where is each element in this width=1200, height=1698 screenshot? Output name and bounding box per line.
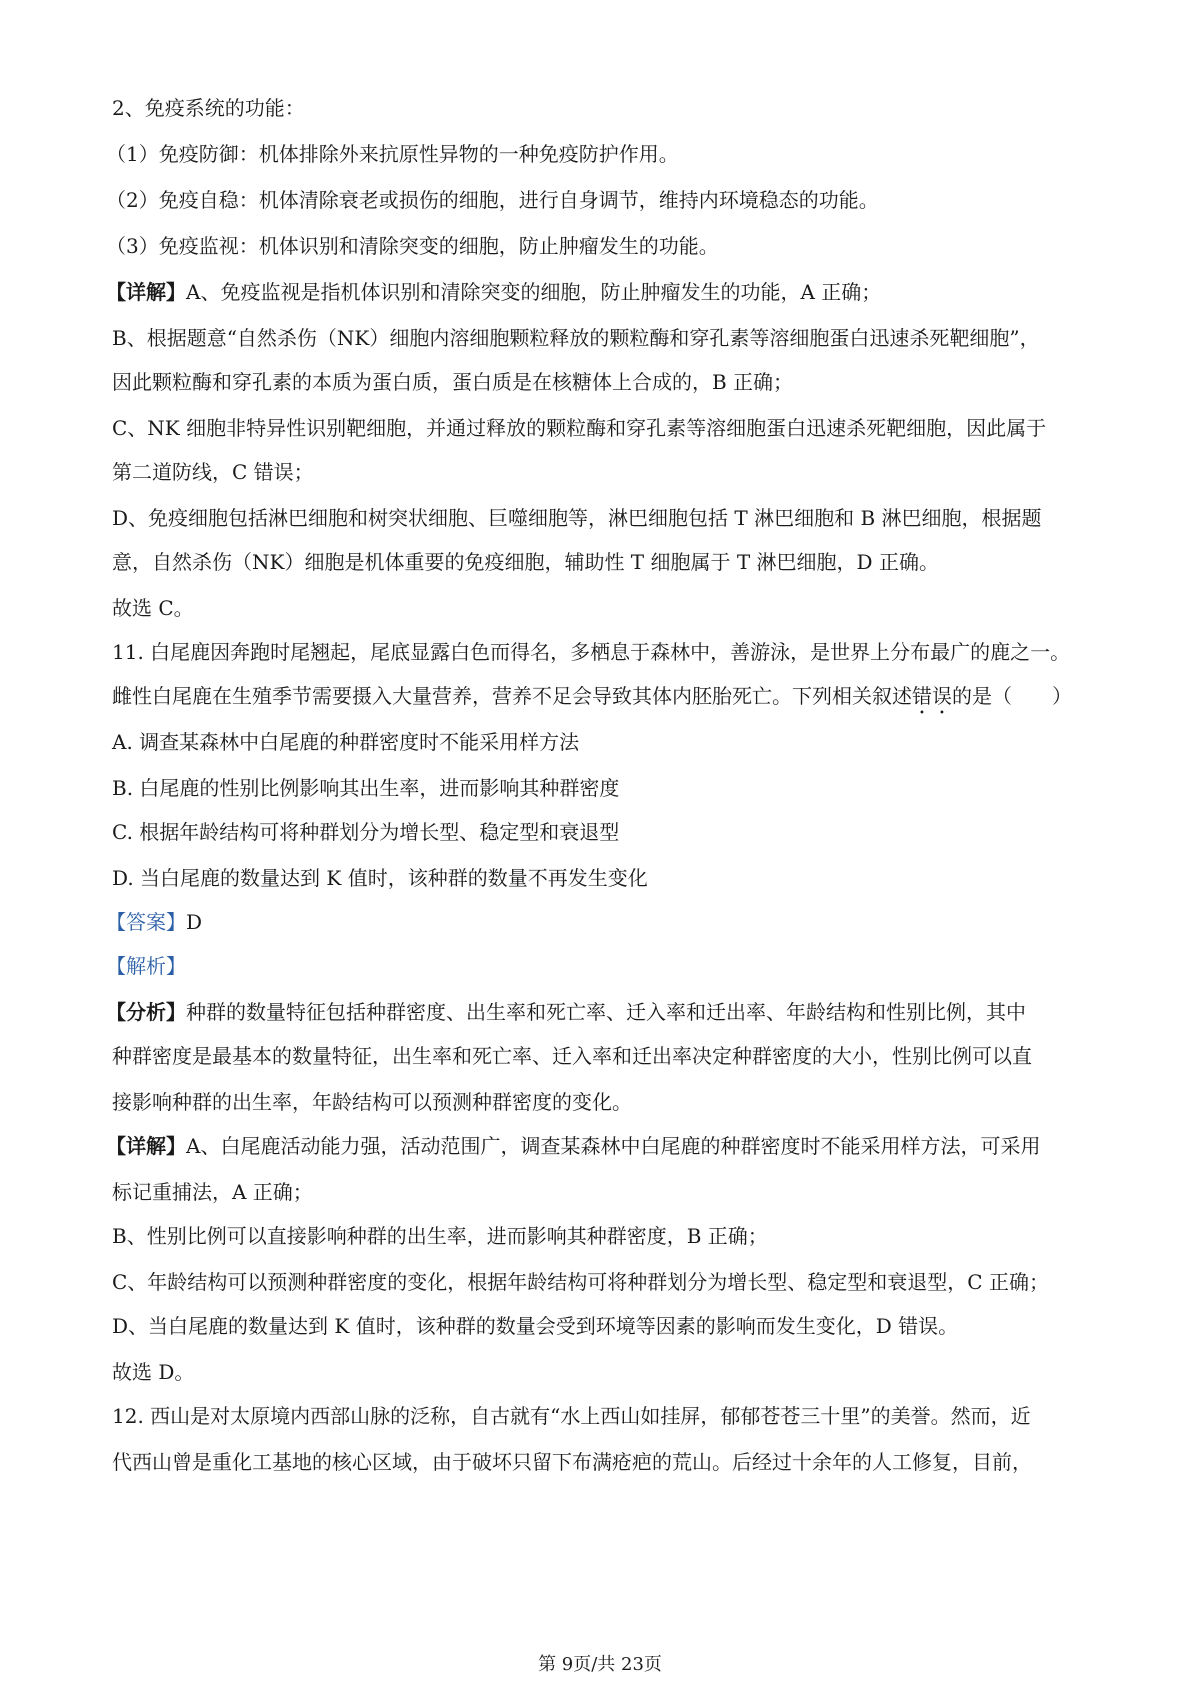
question-12-stem: 12. 西山是对太原境内西部山脉的泛称，自古就有“水上西山如挂屏，郁郁苍苍三十里”的美誉。然而，近 <box>112 1404 1031 1428</box>
text-line: B、性别比例可以直接影响种群的出生率，进而影响其种群密度，B 正确； <box>112 1224 768 1248</box>
text-line: 故选 D。 <box>112 1360 195 1384</box>
question-11-stem: 11. 白尾鹿因奔跑时尾翘起，尾底显露白色而得名，多栖息于森林中，善游泳，是世界上分布最广的鹿之一。 <box>112 640 1071 664</box>
option-c: C. 根据年龄结构可将种群划分为增长型、稳定型和衰退型 <box>112 820 620 844</box>
text-line: （3）免疫监视：机体识别和清除突变的细胞，防止肿瘤发生的功能。 <box>106 234 719 258</box>
section-tag: 【详解】 <box>106 1134 186 1158</box>
section-tag: 【分析】 <box>106 1000 186 1024</box>
text-span: 雌性白尾鹿在生殖季节需要摄入大量营养，营养不足会导致其体内胚胎死亡。下列相关叙述 <box>112 684 912 708</box>
option-a: A. 调查某森林中白尾鹿的种群密度时不能采用样方法 <box>112 730 580 754</box>
question-11-stem <box>112 682 1072 719</box>
question-12-stem: 代西山曾是重化工基地的核心区域，由于破坏只留下布满疮疤的荒山。后经过十余年的人工修复，目前， <box>112 1450 1032 1474</box>
text-line: 标记重捕法，A 正确； <box>112 1180 313 1204</box>
analysis-tag: 【解析】 <box>106 954 186 978</box>
text-line: D、免疫细胞包括淋巴细胞和树突状细胞、巨噬细胞等，淋巴细胞包括 T 淋巴细胞和 B 淋巴细胞，根据题 <box>112 506 1042 530</box>
section-tag: 【详解】 <box>106 280 186 304</box>
text-line: 2、免疫系统的功能： <box>112 96 305 120</box>
answer-tag: 【答案】 <box>106 910 186 934</box>
text-line: 因此颗粒酶和穿孔素的本质为蛋白质，蛋白质是在核糖体上合成的，B 正确； <box>112 370 794 394</box>
answer-value: D <box>186 910 203 934</box>
text-line: 意，自然杀伤（NK）细胞是机体重要的免疫细胞，辅助性 T 细胞属于 T 淋巴细胞，D 正确。 <box>112 550 939 574</box>
text-line: 种群密度是最基本的数量特征，出生率和死亡率、迁入率和迁出率决定种群密度的大小，性别比例可以直 <box>112 1044 1032 1068</box>
text-span: A、免疫监视是指机体识别和清除突变的细胞，防止肿瘤发生的功能，A 正确； <box>186 280 882 304</box>
option-b: B. 白尾鹿的性别比例影响其出生率，进而影响其种群密度 <box>112 776 620 800</box>
option-d: D. 当白尾鹿的数量达到 K 值时，该种群的数量不再发生变化 <box>112 866 648 890</box>
text-line <box>106 278 881 306</box>
answer-line <box>106 908 202 936</box>
text-line: 接影响种群的出生率，年龄结构可以预测种群密度的变化。 <box>112 1090 632 1114</box>
text-line: C、NK 细胞非特异性识别靶细胞，并通过释放的颗粒酶和穿孔素等溶细胞蛋白迅速杀死靶细胞，因此属于 <box>112 416 1047 440</box>
text-line: （2）免疫自稳：机体清除衰老或损伤的细胞，进行自身调节，维持内环境稳态的功能。 <box>106 188 879 212</box>
text-line: B、根据题意“自然杀伤（NK）细胞内溶细胞颗粒释放的颗粒酶和穿孔素等溶细胞蛋白迅速杀死靶细胞”， <box>112 326 1040 350</box>
text-span: A、白尾鹿活动能力强，活动范围广，调查某森林中白尾鹿的种群密度时不能采用样方法，可采用 <box>186 1134 1041 1158</box>
text-line: D、当白尾鹿的数量达到 K 值时，该种群的数量会受到环境等因素的影响而发生变化，D 错误。 <box>112 1314 959 1338</box>
text-line: （1）免疫防御：机体排除外来抗原性异物的一种免疫防护作用。 <box>106 142 679 166</box>
text-line: 故选 C。 <box>112 596 194 620</box>
text-span: 种群的数量特征包括种群密度、出生率和死亡率、迁入率和迁出率、年龄结构和性别比例，其中 <box>186 1000 1026 1024</box>
text-line: 第二道防线，C 错误； <box>112 460 314 484</box>
page-number-footer: 第 9页/共 23页 <box>538 1654 662 1675</box>
text-span: 的是（ ） <box>952 684 1072 708</box>
emphasis-word: 错误 <box>912 684 952 708</box>
text-line: C、年龄结构可以预测种群密度的变化，根据年龄结构可将种群划分为增长型、稳定型和衰退型，C 正确； <box>112 1270 1049 1294</box>
text-line <box>106 998 1026 1026</box>
text-line <box>106 1132 1040 1160</box>
